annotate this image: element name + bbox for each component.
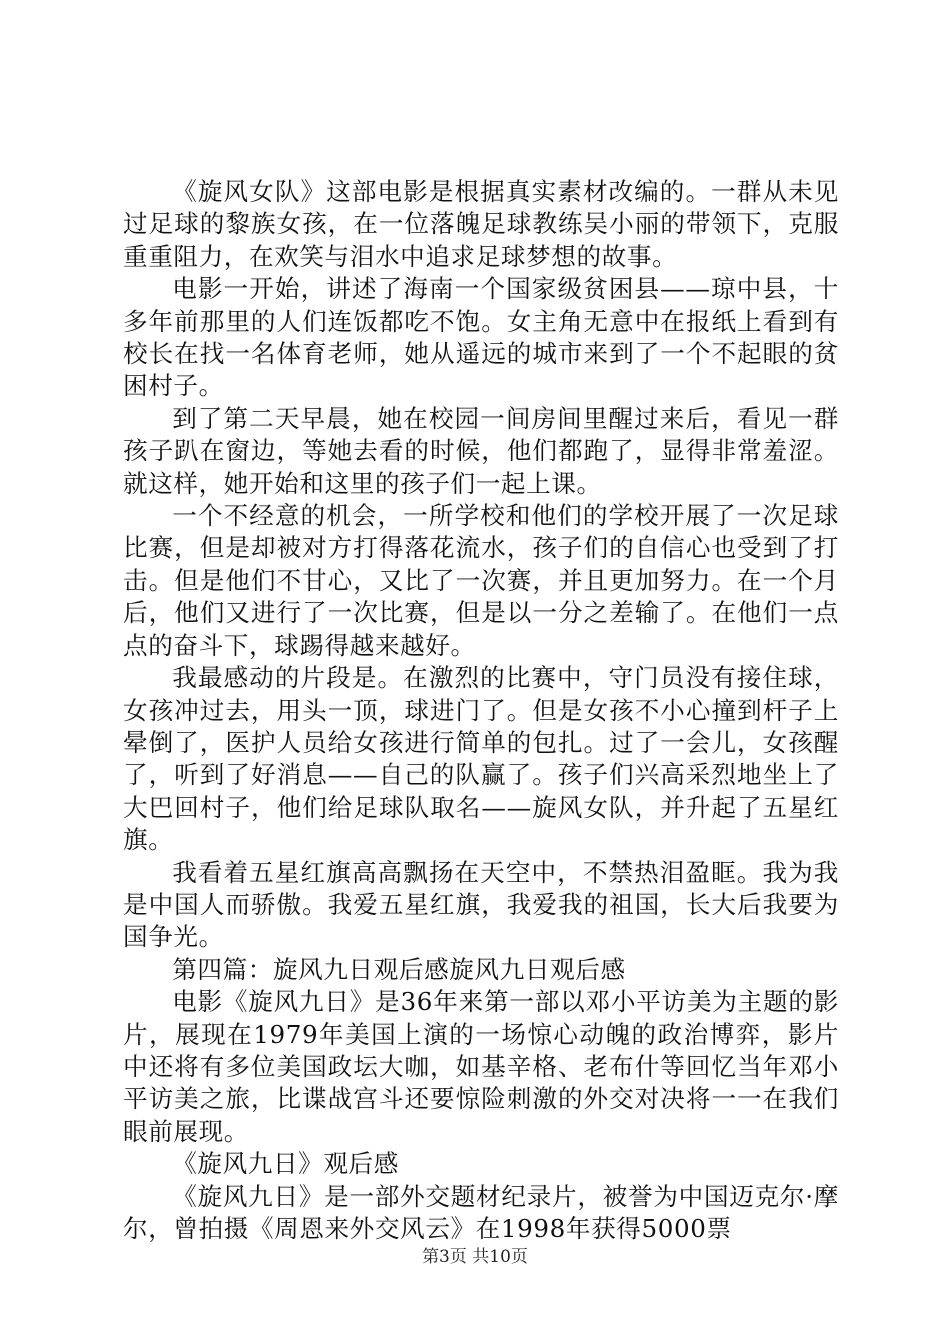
paragraph: 一个不经意的机会，一所学校和他们的学校开展了一次足球比赛，但是却被对方打得落花流水，孩子们的自信心也受到了打击。但是他们不甘心，又比了一次赛，并且更加努力。在一个月后，他们又进行了一次比赛，但是以一分之差输了。在他们一点点的奋斗下，球踢得越来越好。 <box>123 501 839 660</box>
paragraph: 我看着五星红旗高高飘扬在天空中，不禁热泪盈眶。我为我是中国人而骄傲。我爱五星红旗，我爱我的祖国，长大后我要为国争光。 <box>123 857 839 952</box>
paragraph: 电影一开始，讲述了海南一个国家级贫困县——琼中县，十多年前那里的人们连饭都吃不饱。女主角无意中在报纸上看到有校长在找一名体育老师，她从遥远的城市来到了一个不起眼的贫困村子。 <box>123 274 839 401</box>
page-number: 第3页 共10页 <box>422 1247 528 1267</box>
page-footer <box>0 1242 950 1267</box>
paragraph: 《旋风九日》是一部外交题材纪录片，被誉为中国迈克尔·摩尔，曾拍摄《周恩来外交风云》在1998年获得5000票 <box>123 1181 839 1243</box>
document-body <box>123 176 839 1245</box>
section-heading: 第四篇：旋风九日观后感旋风九日观后感 <box>172 954 626 984</box>
paragraph: 《旋风女队》这部电影是根据真实素材改编的。一群从未见过足球的黎族女孩，在一位落魄足球教练吴小丽的带领下，克服重重阻力，在欢笑与泪水中追求足球梦想的故事。 <box>123 177 839 271</box>
paragraph: 电影《旋风九日》是36年来第一部以邓小平访美为主题的影片，展现在1979年美国上演的一场惊心动魄的政治博弈，影片中还将有多位美国政坛大咖，如基辛格、老布什等回忆当年邓小平访美之旅，比谍战宫斗还要惊险刺激的外交对决将一一在我们眼前展现。 <box>123 987 839 1146</box>
sub-heading: 《旋风九日》观后感 <box>172 1149 399 1179</box>
paragraph: 到了第二天早晨，她在校园一间房间里醒过来后，看见一群孩子趴在窗边，等她去看的时候，他们都跑了，显得非常羞涩。就这样，她开始和这里的孩子们一起上课。 <box>123 403 839 498</box>
paragraph: 我最感动的片段是。在激烈的比赛中，守门员没有接住球，女孩冲过去，用头一顶，球进门了。但是女孩不小心撞到杆子上晕倒了，医护人员给女孩进行简单的包扎。过了一会儿，女孩醒了，听到了好消息——自己的队赢了。孩子们兴高采烈地坐上了大巴回村子，他们给足球队取名——旋风女队，并升起了五星红旗。 <box>123 663 839 855</box>
